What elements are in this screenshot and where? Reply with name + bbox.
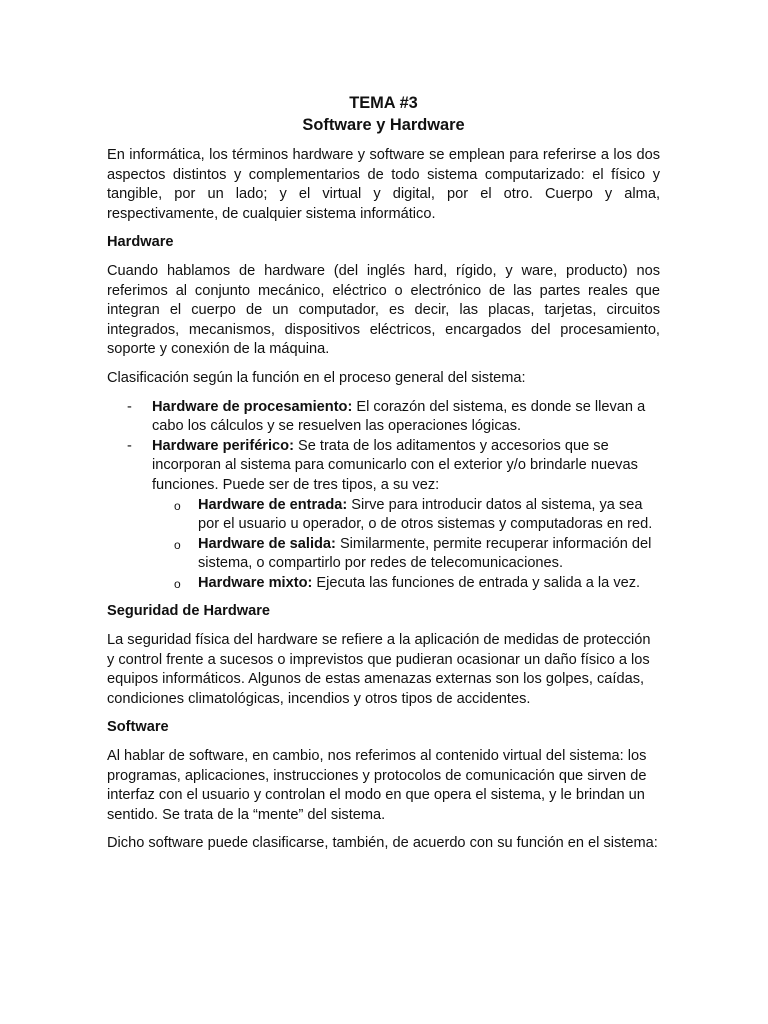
dash-bullet: - [127,437,132,454]
list-item-input [152,496,660,535]
peripheral-sublist [152,496,660,594]
term-mixed: Hardware mixto: [198,574,313,591]
desc-mixed: Ejecuta las funciones de entrada y salida a la vez. [312,574,641,591]
list-item-peripheral [107,437,660,594]
list-item-processing [107,398,660,437]
security-paragraph: La seguridad física del hardware se refiere a la aplicación de medidas de protección y control frente a sucesos o imprevistos que pudieran ocasionar un daño físico a los equipos informáticos. Algunos de estas amenazas externas son los golpes, caídas, condiciones climatológicas, incendios y otros tipos de accidentes. [107,632,651,707]
document-title: TEMA #3 [349,94,418,112]
classification-intro: Clasificación según la función en el proceso general del sistema: [107,369,526,386]
software-heading: Software [107,719,169,736]
desc-input: Sirve para introducir datos al sistema, ya sea por el usuario u operador, o de otros sistemas y computadoras en red. [198,496,653,533]
desc-peripheral: Se trata de los aditamentos y accesorios que se incorporan al sistema para comunicarlo con el exterior y/o brindarle nuevas funciones. Puede ser de tres tipos, a su vez: [152,437,638,493]
dash-bullet: - [127,398,132,415]
hardware-heading: Hardware [107,234,174,251]
term-processing: Hardware de procesamiento: [152,398,353,415]
circle-bullet: o [174,576,181,591]
list-item-output [152,535,660,574]
circle-bullet: o [174,498,181,513]
term-peripheral: Hardware periférico: [152,437,294,454]
circle-bullet: o [174,537,181,552]
term-output: Hardware de salida: [198,535,336,552]
list-item-mixed [152,574,660,594]
term-input: Hardware de entrada: [198,496,348,513]
desc-output: Similarmente, permite recuperar información del sistema, o compartirlo por redes de telecomunicaciones. [198,535,652,572]
document-subtitle: Software y Hardware [302,116,465,134]
document-page [107,92,660,863]
intro-paragraph: En informática, los términos hardware y software se emplean para referirse a los dos aspectos distintos y complementarios de todo sistema computarizado: el físico y tangible, por un lado; y el virtual y digital, por el otro. Cuerpo y alma, respectivamente, de cualquier sistema informático. [107,147,660,222]
hardware-type-list [107,398,660,594]
desc-processing: El corazón del sistema, es donde se llevan a cabo los cálculos y se resuelven las operaciones lógicas. [152,398,646,435]
software-paragraph: Al hablar de software, en cambio, nos referimos al contenido virtual del sistema: los programas, aplicaciones, instrucciones y protocolos de comunicación que sirven de interfaz con el usuario y controlan el modo en que opera el sistema, y le brindan un sentido. Se trata de la “mente” del sistema. [107,748,647,823]
software-classification-paragraph: Dicho software puede clasificarse, también, de acuerdo con su función en el sistema: [107,835,658,852]
security-heading: Seguridad de Hardware [107,603,271,620]
hardware-paragraph: Cuando hablamos de hardware (del inglés hard, rígido, y ware, producto) nos referimos al conjunto mecánico, eléctrico o electrónico de las partes reales que integran el cuerpo de un computador, es decir, las placas, tarjetas, circuitos integrados, mecanismos, dispositivos eléctricos, encargados del procesamiento, soporte y conexión de la máquina. [107,262,660,358]
